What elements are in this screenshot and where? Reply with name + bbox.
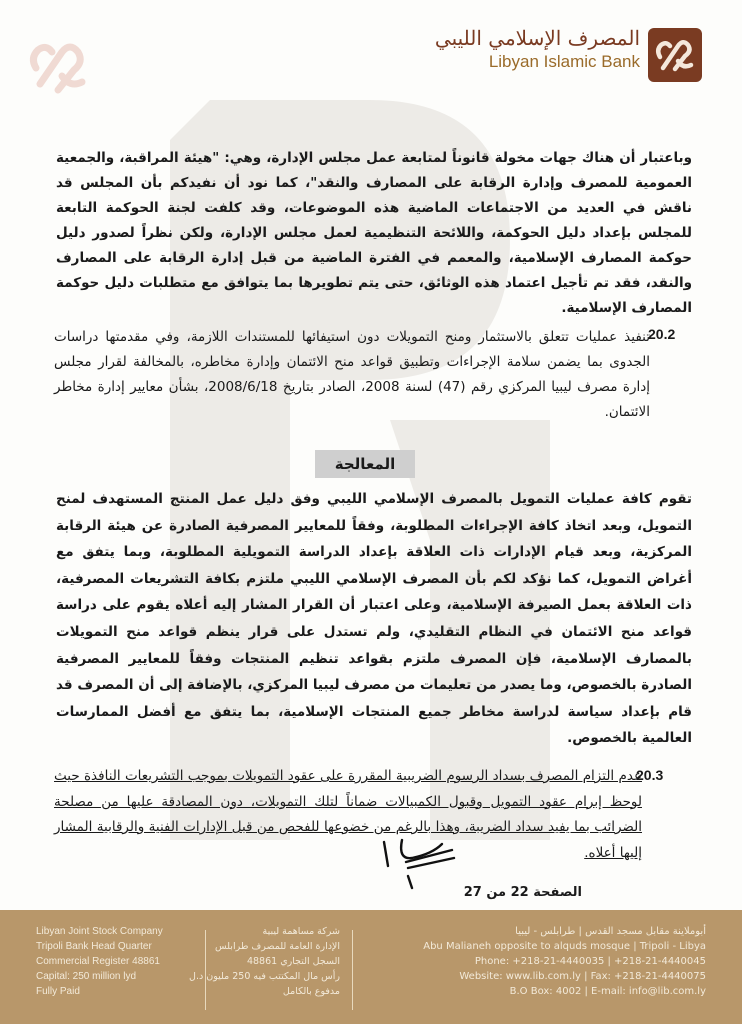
footer-line: Fully Paid — [36, 986, 80, 997]
footer-line: رأس مال المكتتب فيه 250 مليون د.ل — [189, 971, 340, 982]
footer-line: Abu Malianeh opposite to alquds mosque | Tripoli - Libya — [423, 941, 706, 952]
letterhead-footer — [0, 910, 742, 1024]
footer-line: Commercial Register 48861 — [36, 956, 160, 967]
item-20-3-text: عدم التزام المصرف بسداد الرسوم الضريبية المقررة على عقود التمويلات بموجب التشريعات النافذة حيث لوحظ إبرام عقود التمويل وقبول الكمبيالات ضماناً لتلك التمويلات، دون المصادقة عليها من مصلحة الضرائب بما يفيد سداد الضريبة، وهذا بالرغم من خضوعها للفحص من قبل الإدارات الفنية والرقابية المشار إليها أعلاه. — [54, 768, 642, 861]
handwritten-signature — [372, 832, 462, 892]
footer-line: مدفوع بالكامل — [282, 986, 340, 997]
footer-line: Website: www.lib.com.ly | Fax: +218-21-4440075 — [459, 971, 706, 982]
footer-line: B.O Box: 4002 | E-mail: info@lib.com.ly — [509, 986, 706, 997]
item-number-20-2: 20.2 — [648, 326, 676, 342]
item-number-20-3: 20.3 — [636, 767, 664, 783]
footer-contact-info — [346, 924, 706, 999]
footer-line: Capital: 250 million lyd — [36, 971, 137, 982]
section-heading-treatment: المعالجة — [315, 450, 415, 478]
footer-line: Tripoli Bank Head Quarter — [36, 941, 152, 952]
page-number: الصفحة 22 من 27 — [463, 885, 582, 900]
paragraph-board-oversight: وباعتبار أن هناك جهات مخولة قانوناً لمتابعة عمل مجلس الإدارة، وهي: "هيئة المراقبة، والجمعية العمومية للمصرف وإدارة الرقابة على المصارف والنقد"، كما نود أن نفيدكم بأن المجلس قد ناقش في العديد من الاجتماعات الماضية هذه الموضوعات، وقد كلفت لجنة الحوكمة التابعة للمجلس بإعداد دليل الحوكمة، واللائحة التنظيمية لعمل مجلس الإدارة، ولكن نظراً لصدور دليل حوكمة المصارف الإسلامية، والمعمم في الفترة الماضية من قبل إدارة الرقابة على المصارف والنقد، فقد تم تأجيل اعتماد هذه الوثائق، حتى يتم تطويرها بما يتوافق مع متطلبات دليل حوكمة المصارف الإسلامية. — [56, 150, 692, 316]
bank-name-arabic: المصرف الإسلامي الليبي — [434, 26, 640, 50]
bank-name-english: Libyan Islamic Bank — [488, 52, 640, 71]
footer-line: السجل التجاري 48861 — [246, 956, 340, 967]
footer-line: Libyan Joint Stock Company — [36, 926, 163, 937]
treatment-paragraph: تقوم كافة عمليات التمويل بالمصرف الإسلامي الليبي وفق دليل عمل المنتج المستهدف لمنح التمويل، وبعد اتخاذ كافة الإجراءات المطلوبة، وفقاً للمعايير المصرفية الصادرة عن هيئة الرقابة المركزية، وبعد قيام الإدارات ذات العلاقة بإعداد الدراسة التمويلية المطلوبة، وبما يتفق مع أغراض التمويل، كما نؤكد لكم بأن المصرف الإسلامي الليبي ملتزم بكافة التشريعات المصرفية، ذات العلاقة بعمل الصيرفة الإسلامية، وعلى اعتبار أن القرار المشار إليه أعلاه يقوم على دراسة قواعد منح الائتمان في النظام التقليدي، ولم تستدل على قرار ينظم قواعد منح التمويلات بالمصارف الإسلامية، فإن المصرف ملتزم بقواعد تنظيم المنتجات وفقاً للمعايير المصرفية الصادرة بالخصوص، وما يصدر من تعليمات من مصرف ليبيا المركزي، بالإضافة إلى أن المصرف قد قام بإعداد سياسة لدراسة مخاطر جميع المنتجات الإسلامية، بما يتفق مع أفضل الممارسات العالمية بالخصوص. — [56, 491, 692, 747]
footer-line: الإدارة العامة للمصرف طرابلس — [215, 941, 340, 952]
footer-line: Phone: +218-21-4440035 | +218-21-4440045 — [474, 956, 706, 967]
footer-line: أبوملاينة مقابل مسجد القدس | طرابلس - ليبيا — [515, 926, 706, 937]
footer-line: شركة مساهمة ليبية — [262, 926, 340, 937]
footer-company-info-english — [36, 924, 163, 999]
item-20-2-text: تنفيذ عمليات تتعلق بالاستثمار ومنح التمويلات دون استيفائها للمستندات اللازمة، وفي مقدمتها دراسات الجدوى بما يضمن سلامة الإجراءات وتطبيق قواعد منح الائتمان وإدارة مخاطره، بالمخالفة لقرار مجلس إدارة مصرف ليبيا المركزي رقم (47) لسنة 2008، الصادر بتاريخ 2008/6/18، بشأن معايير إدارة مخاطر الائتمان. — [54, 329, 650, 420]
footer-company-info-arabic — [189, 924, 340, 999]
